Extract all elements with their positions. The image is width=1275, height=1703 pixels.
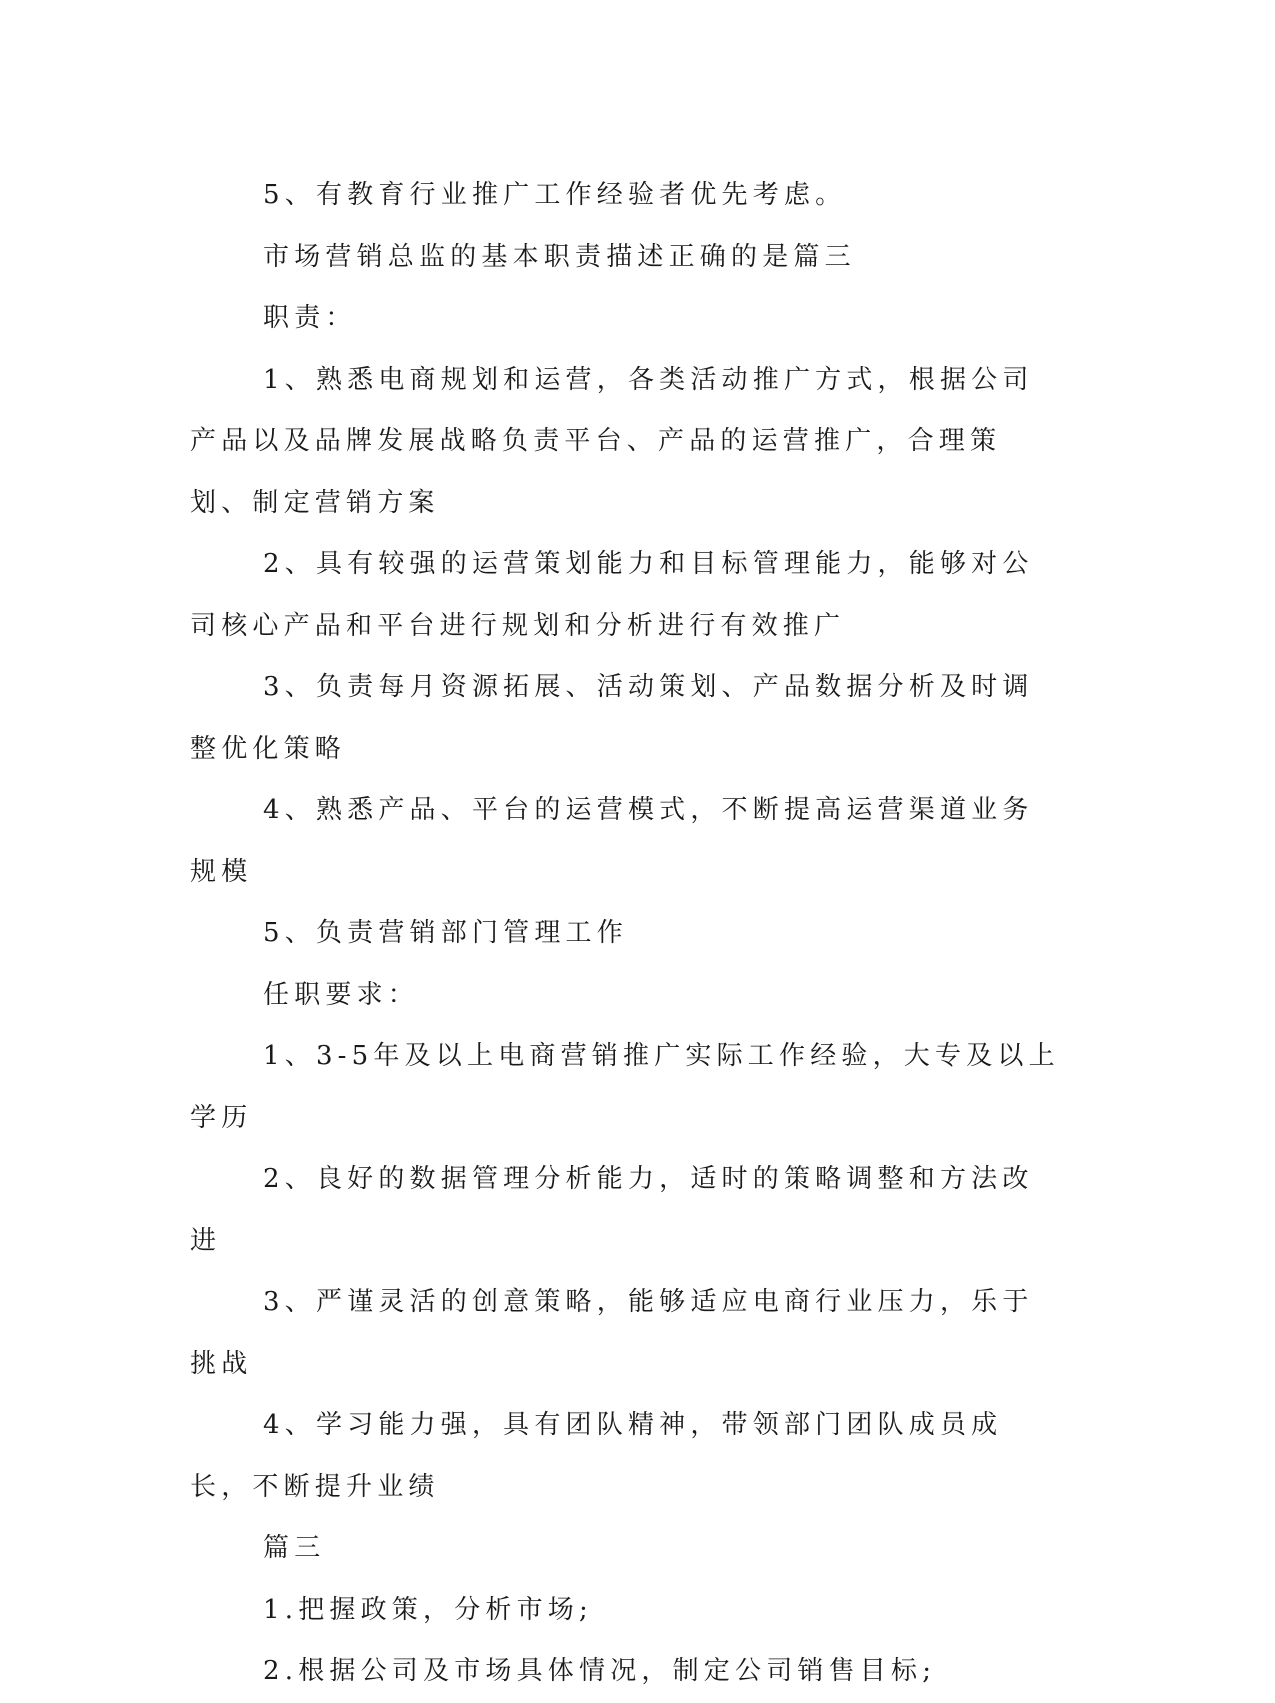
paragraph: 4、学习能力强，具有团队精神，带领部门团队成员成长，不断提升业绩 [190, 1410, 1003, 1502]
paragraph: 4、熟悉产品、平台的运营模式，不断提高运营渠道业务规模 [190, 795, 1034, 887]
paragraph: 2、具有较强的运营策划能力和目标管理能力，能够对公司核心产品和平台进行规划和分析进行有效推广 [190, 549, 1034, 641]
subheading-duties: 职责： [263, 303, 357, 333]
section-heading: 篇三 [263, 1533, 326, 1563]
paragraph: 1.把握政策，分析市场; [263, 1594, 593, 1625]
paragraph: 5、有教育行业推广工作经验者优先考虑。 [263, 180, 847, 210]
paragraph: 2.根据公司及市场具体情况，制定公司销售目标; [263, 1656, 937, 1686]
paragraph: 5、负责营销部门管理工作 [263, 918, 628, 948]
paragraph: 1、3-5年及以上电商营销推广实际工作经验，大专及以上学历 [190, 1041, 1060, 1133]
subheading-requirements: 任职要求： [263, 979, 420, 1010]
paragraph: 3、严谨灵活的创意策略，能够适应电商行业压力，乐于挑战 [190, 1287, 1034, 1379]
paragraph: 1、熟悉电商规划和运营，各类活动推广方式，根据公司产品以及品牌发展战略负责平台、产品的运营推广，合理策划、制定营销方案 [190, 364, 1034, 518]
paragraph: 2、良好的数据管理分析能力，适时的策略调整和方法改进 [190, 1164, 1034, 1256]
document-body [190, 165, 1060, 1703]
paragraph: 3、负责每月资源拓展、活动策划、产品数据分析及时调整优化策略 [190, 672, 1034, 764]
section-heading: 市场营销总监的基本职责描述正确的是篇三 [263, 241, 856, 272]
